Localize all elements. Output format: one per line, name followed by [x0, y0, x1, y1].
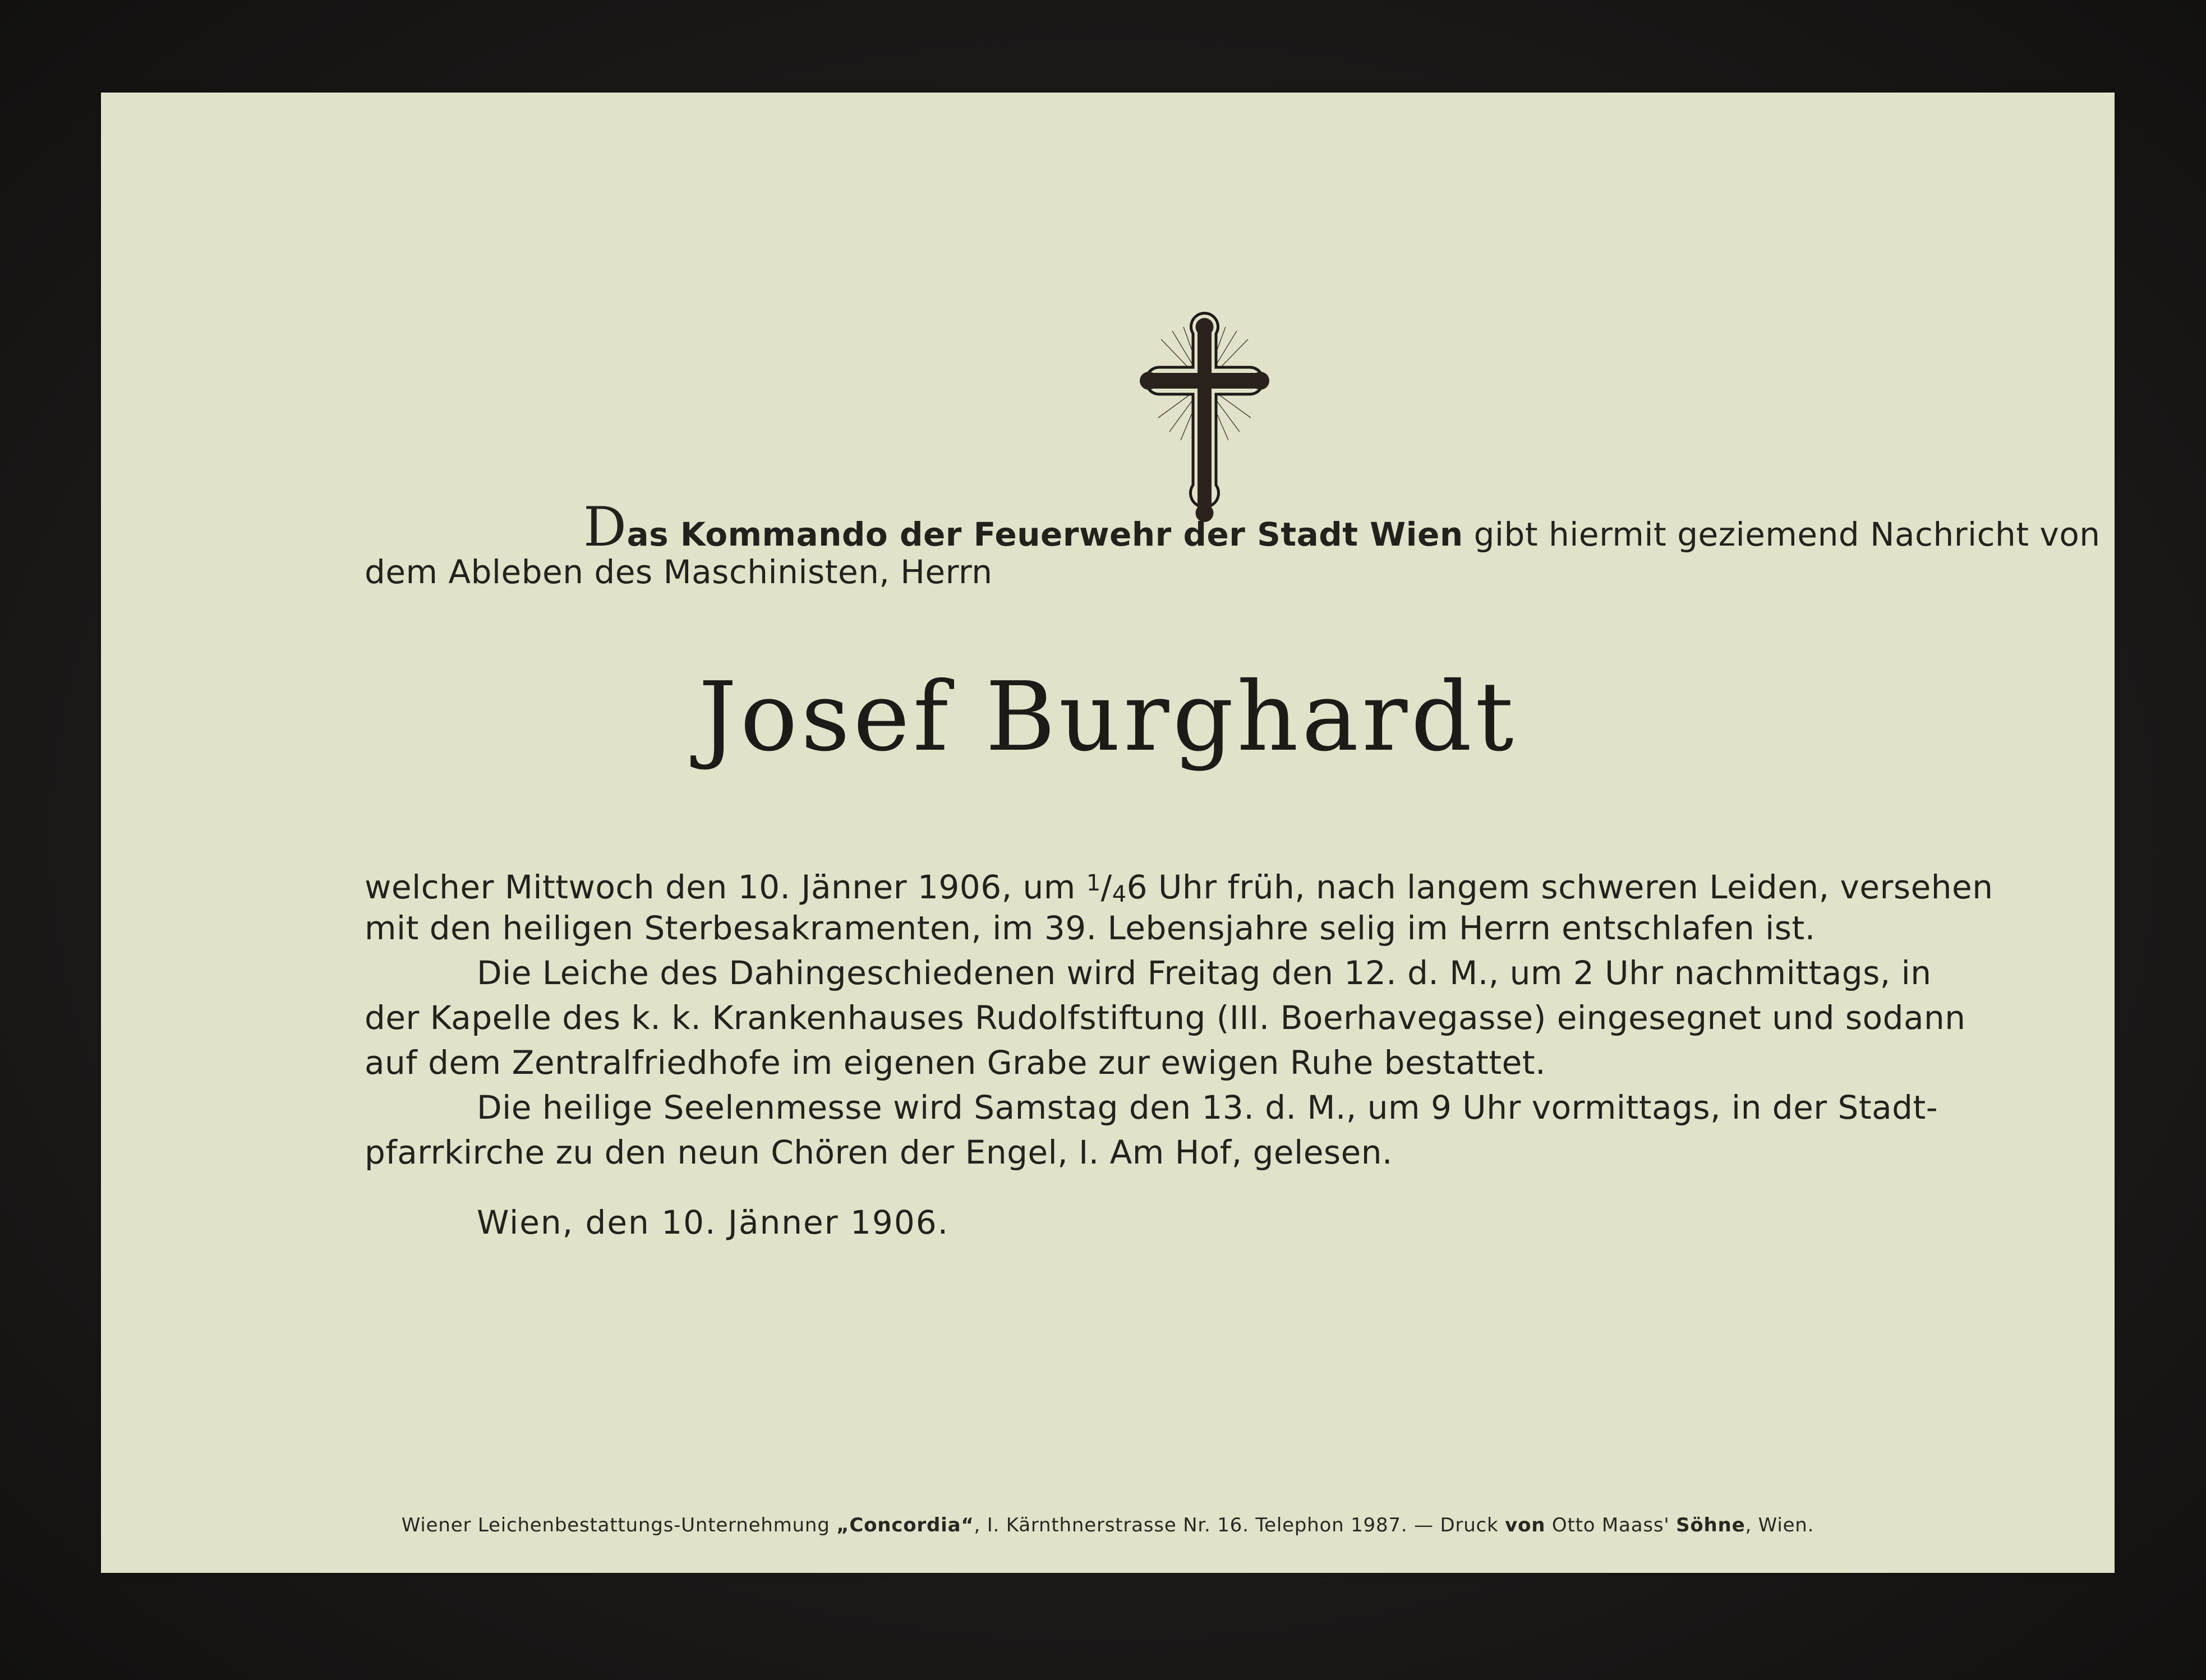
footer-part-e: Otto Maass': [1545, 1514, 1677, 1536]
obituary-notice: [101, 93, 2115, 1573]
fraction-denominator: 4: [1112, 881, 1127, 907]
body-line-4: der Kapelle des k. k. Krankenhauses Rudolfstiftung (III. Boerhavegasse) eingesegnet und sodann: [365, 999, 1966, 1037]
body-line-1-b: 6 Uhr früh, nach langem schweren Leiden, versehen: [1126, 868, 1993, 906]
footer-part-g: , Wien.: [1745, 1514, 1814, 1536]
body-line-3: Die Leiche des Dahingeschiedenen wird Freitag den 12. d. M., um 2 Uhr nachmittags, in: [477, 954, 1932, 992]
organization-name: as Kommando der Feuerwehr der Stadt Wien: [627, 515, 1463, 553]
deceased-name: Josef Burghardt: [698, 662, 1517, 773]
fraction-numerator: 1: [1086, 870, 1101, 896]
footer-part-f: Söhne: [1676, 1514, 1746, 1536]
body-line-1: welcher Mittwoch den 10. Jänner 1906, um $^1$/46 Uhr früh, nach langem schweren Leiden, versehen: [365, 868, 1993, 907]
footer-company-name: „Concordia“: [836, 1514, 974, 1536]
footer-part-c: , I. Kärnthnerstrasse Nr. 16. Telephon 1987. — Druck: [974, 1514, 1505, 1536]
body-line-1-a: welcher Mittwoch den 10. Jänner 1906, um: [365, 868, 1086, 906]
body-text: [365, 861, 1993, 1309]
body-line-5: auf dem Zentralfriedhofe im eigenen Grabe zur ewigen Ruhe bestattet.: [365, 1044, 1546, 1082]
drop-letter: D: [583, 496, 627, 559]
cross-icon: [1127, 306, 1282, 536]
body-line-6: Die heilige Seelenmesse wird Samstag den 13. d. M., um 9 Uhr vormittags, in der Stadt-: [477, 1088, 1938, 1127]
footer-part-d: von: [1505, 1514, 1546, 1536]
intro-line-1-rest: gibt hiermit geziemend Nachricht von: [1473, 515, 2101, 553]
body-line-2: mit den heiligen Sterbesakramenten, im 39. Lebensjahre selig im Herrn entschlafen ist.: [365, 909, 1816, 947]
body-line-7: pfarrkirche zu den neun Chören der Engel, I. Am Hof, gelesen.: [365, 1133, 1393, 1171]
dateline: Wien, den 10. Jänner 1906.: [477, 1203, 950, 1241]
footer-part-a: Wiener Leichenbestattungs-Unternehmung: [401, 1514, 837, 1536]
intro-line-2: dem Ableben des Maschinisten, Herrn: [365, 553, 993, 591]
printer-footer: [101, 1514, 2115, 1536]
intro-paragraph: [365, 496, 2101, 617]
